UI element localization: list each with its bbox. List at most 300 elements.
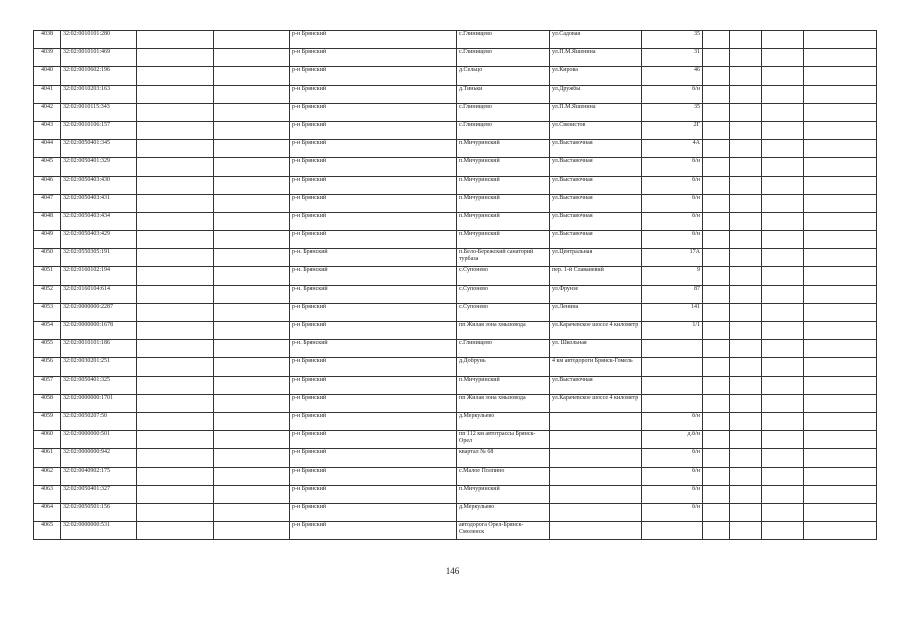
empty-cell-cell bbox=[703, 358, 730, 376]
empty-cell-cell bbox=[730, 285, 762, 303]
district-cell: р-н Брянский bbox=[290, 322, 457, 340]
table-row bbox=[34, 485, 877, 503]
empty-cell-cell bbox=[137, 31, 214, 49]
district-cell: р-н Брянский bbox=[290, 158, 457, 176]
empty-cell-cell bbox=[804, 412, 877, 430]
table-row bbox=[34, 49, 877, 67]
empty-cell-cell bbox=[804, 394, 877, 412]
settlement-cell: п.Мичуринский bbox=[457, 485, 550, 503]
row-number-cell: 4054 bbox=[34, 322, 61, 340]
empty-cell-cell bbox=[762, 522, 804, 540]
house-number-cell: 1/1 bbox=[642, 322, 703, 340]
cadastral-number-cell: 32:02:0550305:191 bbox=[61, 249, 137, 267]
street-cell bbox=[550, 412, 642, 430]
empty-cell-cell bbox=[762, 285, 804, 303]
empty-cell-cell bbox=[730, 31, 762, 49]
house-number-cell: б/н bbox=[642, 231, 703, 249]
empty-cell-cell bbox=[804, 503, 877, 521]
district-cell: р-н Брянский bbox=[290, 412, 457, 430]
empty-cell-cell bbox=[762, 394, 804, 412]
empty-cell-cell bbox=[730, 267, 762, 285]
street-cell: ул.Выставочная bbox=[550, 140, 642, 158]
house-number-cell bbox=[642, 522, 703, 540]
empty-cell-cell bbox=[703, 267, 730, 285]
table-row bbox=[34, 358, 877, 376]
empty-cell-cell bbox=[214, 212, 290, 230]
table-row bbox=[34, 431, 877, 449]
empty-cell-cell bbox=[137, 194, 214, 212]
street-cell: ул.Кирова bbox=[550, 67, 642, 85]
row-number-cell: 4040 bbox=[34, 67, 61, 85]
table-row bbox=[34, 249, 877, 267]
empty-cell-cell bbox=[214, 85, 290, 103]
row-number-cell: 4058 bbox=[34, 394, 61, 412]
empty-cell-cell bbox=[762, 212, 804, 230]
cadastral-number-cell: 32:02:0050401:327 bbox=[61, 485, 137, 503]
empty-cell-cell bbox=[214, 376, 290, 394]
empty-cell-cell bbox=[804, 231, 877, 249]
cadastral-number-cell: 32:02:0000000:501 bbox=[61, 431, 137, 449]
empty-cell-cell bbox=[730, 103, 762, 121]
empty-cell-cell bbox=[137, 103, 214, 121]
empty-cell-cell bbox=[703, 467, 730, 485]
cadastral-number-cell: 32:02:0050403:429 bbox=[61, 231, 137, 249]
row-number-cell: 4060 bbox=[34, 431, 61, 449]
table-row bbox=[34, 285, 877, 303]
house-number-cell: 35 bbox=[642, 31, 703, 49]
street-cell: ул.Выставочная bbox=[550, 194, 642, 212]
empty-cell-cell bbox=[703, 121, 730, 139]
empty-cell-cell bbox=[730, 121, 762, 139]
house-number-cell: б/н bbox=[642, 449, 703, 467]
empty-cell-cell bbox=[804, 267, 877, 285]
cadastral-number-cell: 32:02:0160102:194 bbox=[61, 267, 137, 285]
street-cell bbox=[550, 522, 642, 540]
row-number-cell: 4065 bbox=[34, 522, 61, 540]
empty-cell-cell bbox=[730, 176, 762, 194]
row-number-cell: 4048 bbox=[34, 212, 61, 230]
house-number-cell: б/н bbox=[642, 176, 703, 194]
cadastral-number-cell: 32:02:0050401:329 bbox=[61, 158, 137, 176]
settlement-cell: с.Супонево bbox=[457, 267, 550, 285]
settlement-cell: п.Мичуринский bbox=[457, 376, 550, 394]
street-cell: ул.Карачевское шоссе 4 километр bbox=[550, 322, 642, 340]
district-cell: р-н Брянский bbox=[290, 31, 457, 49]
house-number-cell: 87 bbox=[642, 285, 703, 303]
table-row bbox=[34, 31, 877, 49]
empty-cell-cell bbox=[730, 303, 762, 321]
empty-cell-cell bbox=[762, 431, 804, 449]
empty-cell-cell bbox=[214, 249, 290, 267]
house-number-cell: б/н bbox=[642, 467, 703, 485]
empty-cell-cell bbox=[214, 176, 290, 194]
empty-cell-cell bbox=[703, 176, 730, 194]
district-cell: р-н Брянский bbox=[290, 231, 457, 249]
row-number-cell: 4043 bbox=[34, 121, 61, 139]
settlement-cell: д.Тиньки bbox=[457, 85, 550, 103]
empty-cell-cell bbox=[730, 431, 762, 449]
house-number-cell: 141 bbox=[642, 303, 703, 321]
empty-cell-cell bbox=[137, 67, 214, 85]
empty-cell-cell bbox=[762, 31, 804, 49]
row-number-cell: 4044 bbox=[34, 140, 61, 158]
cadastral-number-cell: 32:02:0010101:186 bbox=[61, 340, 137, 358]
house-number-cell: б/н bbox=[642, 194, 703, 212]
house-number-cell: б/н bbox=[642, 412, 703, 430]
street-cell: ул.Ленина bbox=[550, 303, 642, 321]
cadastral-number-cell: 32:02:0010106:157 bbox=[61, 121, 137, 139]
empty-cell-cell bbox=[804, 158, 877, 176]
row-number-cell: 4047 bbox=[34, 194, 61, 212]
settlement-cell: пп 112 км автотрассы Брянск-Орел bbox=[457, 431, 550, 449]
empty-cell-cell bbox=[137, 467, 214, 485]
empty-cell-cell bbox=[137, 85, 214, 103]
empty-cell-cell bbox=[804, 85, 877, 103]
district-cell: р-н Брянский bbox=[290, 503, 457, 521]
empty-cell-cell bbox=[703, 522, 730, 540]
street-cell bbox=[550, 449, 642, 467]
cadastral-number-cell: 32:02:0050401:325 bbox=[61, 376, 137, 394]
settlement-cell: пп Жилая зона хмызовода bbox=[457, 394, 550, 412]
empty-cell-cell bbox=[762, 194, 804, 212]
empty-cell-cell bbox=[703, 67, 730, 85]
empty-cell-cell bbox=[703, 158, 730, 176]
settlement-cell: квартал № 68 bbox=[457, 449, 550, 467]
settlement-cell: с.Глинищево bbox=[457, 121, 550, 139]
empty-cell-cell bbox=[703, 376, 730, 394]
empty-cell-cell bbox=[214, 340, 290, 358]
empty-cell-cell bbox=[730, 194, 762, 212]
district-cell: р-н. Брянский bbox=[290, 285, 457, 303]
row-number-cell: 4049 bbox=[34, 231, 61, 249]
empty-cell-cell bbox=[762, 158, 804, 176]
empty-cell-cell bbox=[762, 176, 804, 194]
district-cell: р-н Брянский bbox=[290, 212, 457, 230]
settlement-cell: п.Мичуринский bbox=[457, 158, 550, 176]
cadastral-number-cell: 32:02:0000000:1701 bbox=[61, 394, 137, 412]
empty-cell-cell bbox=[214, 467, 290, 485]
district-cell: р-н Брянский bbox=[290, 121, 457, 139]
empty-cell-cell bbox=[703, 140, 730, 158]
table-row bbox=[34, 303, 877, 321]
street-cell bbox=[550, 485, 642, 503]
empty-cell-cell bbox=[762, 376, 804, 394]
empty-cell-cell bbox=[730, 231, 762, 249]
settlement-cell: д.Сельцо bbox=[457, 67, 550, 85]
table-row bbox=[34, 467, 877, 485]
empty-cell-cell bbox=[137, 340, 214, 358]
empty-cell-cell bbox=[703, 31, 730, 49]
empty-cell-cell bbox=[137, 49, 214, 67]
settlement-cell: с.Супонево bbox=[457, 303, 550, 321]
empty-cell-cell bbox=[730, 340, 762, 358]
empty-cell-cell bbox=[703, 212, 730, 230]
row-number-cell: 4059 bbox=[34, 412, 61, 430]
empty-cell-cell bbox=[703, 412, 730, 430]
street-cell: ул.Дружбы bbox=[550, 85, 642, 103]
table-row bbox=[34, 267, 877, 285]
register-table bbox=[33, 30, 877, 540]
empty-cell-cell bbox=[137, 303, 214, 321]
empty-cell-cell bbox=[730, 85, 762, 103]
row-number-cell: 4041 bbox=[34, 85, 61, 103]
settlement-cell: с.Супонево bbox=[457, 285, 550, 303]
empty-cell-cell bbox=[703, 249, 730, 267]
empty-cell-cell bbox=[214, 194, 290, 212]
empty-cell-cell bbox=[762, 322, 804, 340]
row-number-cell: 4052 bbox=[34, 285, 61, 303]
empty-cell-cell bbox=[804, 121, 877, 139]
empty-cell-cell bbox=[137, 249, 214, 267]
street-cell: ул.Выставочная bbox=[550, 376, 642, 394]
table-row bbox=[34, 503, 877, 521]
empty-cell-cell bbox=[762, 249, 804, 267]
district-cell: р-н Брянский bbox=[290, 394, 457, 412]
empty-cell-cell bbox=[703, 285, 730, 303]
empty-cell-cell bbox=[214, 503, 290, 521]
table-row bbox=[34, 412, 877, 430]
cadastral-number-cell: 32:02:0000000:942 bbox=[61, 449, 137, 467]
street-cell: ул.П.М.Яшенина bbox=[550, 103, 642, 121]
house-number-cell bbox=[642, 340, 703, 358]
empty-cell-cell bbox=[703, 485, 730, 503]
empty-cell-cell bbox=[137, 121, 214, 139]
street-cell: ул.Выставочная bbox=[550, 158, 642, 176]
district-cell: р-н Брянский bbox=[290, 449, 457, 467]
row-number-cell: 4038 bbox=[34, 31, 61, 49]
page-number: 146 bbox=[445, 566, 460, 576]
empty-cell-cell bbox=[214, 267, 290, 285]
cadastral-number-cell: 32:02:0000000:531 bbox=[61, 522, 137, 540]
empty-cell-cell bbox=[730, 140, 762, 158]
empty-cell-cell bbox=[214, 140, 290, 158]
street-cell: ул.Выставочная bbox=[550, 176, 642, 194]
empty-cell-cell bbox=[762, 103, 804, 121]
empty-cell-cell bbox=[730, 467, 762, 485]
house-number-cell: б/н bbox=[642, 212, 703, 230]
empty-cell-cell bbox=[804, 194, 877, 212]
cadastral-number-cell: 32:02:0050403:434 bbox=[61, 212, 137, 230]
empty-cell-cell bbox=[214, 322, 290, 340]
district-cell: р-н Брянский bbox=[290, 467, 457, 485]
empty-cell-cell bbox=[762, 121, 804, 139]
row-number-cell: 4053 bbox=[34, 303, 61, 321]
empty-cell-cell bbox=[214, 431, 290, 449]
settlement-cell: п.Бело-Бережский санаторий турбаза bbox=[457, 249, 550, 267]
house-number-cell: 46 bbox=[642, 67, 703, 85]
settlement-cell: пп Жилая зона хмызовода bbox=[457, 322, 550, 340]
row-number-cell: 4064 bbox=[34, 503, 61, 521]
cadastral-number-cell: 32:02:0000000:2287 bbox=[61, 303, 137, 321]
empty-cell-cell bbox=[703, 103, 730, 121]
row-number-cell: 4057 bbox=[34, 376, 61, 394]
empty-cell-cell bbox=[137, 503, 214, 521]
empty-cell-cell bbox=[214, 303, 290, 321]
empty-cell-cell bbox=[703, 449, 730, 467]
empty-cell-cell bbox=[762, 267, 804, 285]
settlement-cell: с.Малое Полпино bbox=[457, 467, 550, 485]
empty-cell-cell bbox=[137, 231, 214, 249]
empty-cell-cell bbox=[703, 303, 730, 321]
empty-cell-cell bbox=[214, 285, 290, 303]
house-number-cell bbox=[642, 394, 703, 412]
house-number-cell: 2Г bbox=[642, 121, 703, 139]
empty-cell-cell bbox=[703, 231, 730, 249]
street-cell bbox=[550, 431, 642, 449]
empty-cell-cell bbox=[730, 158, 762, 176]
empty-cell-cell bbox=[137, 176, 214, 194]
empty-cell-cell bbox=[703, 194, 730, 212]
empty-cell-cell bbox=[730, 322, 762, 340]
row-number-cell: 4042 bbox=[34, 103, 61, 121]
empty-cell-cell bbox=[137, 376, 214, 394]
empty-cell-cell bbox=[137, 449, 214, 467]
settlement-cell: д.Меркульево bbox=[457, 412, 550, 430]
empty-cell-cell bbox=[703, 340, 730, 358]
empty-cell-cell bbox=[804, 467, 877, 485]
empty-cell-cell bbox=[214, 158, 290, 176]
district-cell: р-н Брянский bbox=[290, 176, 457, 194]
empty-cell-cell bbox=[804, 140, 877, 158]
empty-cell-cell bbox=[804, 449, 877, 467]
empty-cell-cell bbox=[804, 340, 877, 358]
empty-cell-cell bbox=[137, 212, 214, 230]
cadastral-number-cell: 32:02:0050207:50 bbox=[61, 412, 137, 430]
empty-cell-cell bbox=[214, 485, 290, 503]
row-number-cell: 4055 bbox=[34, 340, 61, 358]
district-cell: р-н. Брянский bbox=[290, 340, 457, 358]
table-row bbox=[34, 340, 877, 358]
empty-cell-cell bbox=[137, 285, 214, 303]
empty-cell-cell bbox=[804, 249, 877, 267]
empty-cell-cell bbox=[762, 49, 804, 67]
settlement-cell: п.Мичуринский bbox=[457, 194, 550, 212]
empty-cell-cell bbox=[804, 522, 877, 540]
empty-cell-cell bbox=[730, 49, 762, 67]
empty-cell-cell bbox=[214, 449, 290, 467]
empty-cell-cell bbox=[804, 303, 877, 321]
empty-cell-cell bbox=[137, 140, 214, 158]
empty-cell-cell bbox=[730, 522, 762, 540]
district-cell: р-н Брянский bbox=[290, 67, 457, 85]
cadastral-number-cell: 32:02:0010602:196 bbox=[61, 67, 137, 85]
empty-cell-cell bbox=[730, 376, 762, 394]
empty-cell-cell bbox=[762, 467, 804, 485]
street-cell: ул.Карачевское шоссе 4 километр bbox=[550, 394, 642, 412]
empty-cell-cell bbox=[762, 503, 804, 521]
empty-cell-cell bbox=[730, 449, 762, 467]
table-row bbox=[34, 212, 877, 230]
street-cell: 4 км автодороги Брянск-Гомель bbox=[550, 358, 642, 376]
empty-cell-cell bbox=[214, 67, 290, 85]
street-cell bbox=[550, 503, 642, 521]
district-cell: р-н. Брянский bbox=[290, 267, 457, 285]
street-cell: ул.Выставочная bbox=[550, 231, 642, 249]
settlement-cell: с.Глинищево bbox=[457, 340, 550, 358]
empty-cell-cell bbox=[804, 212, 877, 230]
table-row bbox=[34, 85, 877, 103]
cadastral-number-cell: 32:02:0010203:163 bbox=[61, 85, 137, 103]
cadastral-number-cell: 32:02:0010101:469 bbox=[61, 49, 137, 67]
cadastral-number-cell: 32:02:0000000:1678 bbox=[61, 322, 137, 340]
empty-cell-cell bbox=[762, 85, 804, 103]
cadastral-number-cell: 32:02:0010101:280 bbox=[61, 31, 137, 49]
house-number-cell: б/н bbox=[642, 85, 703, 103]
empty-cell-cell bbox=[137, 431, 214, 449]
street-cell: ул.Связистов bbox=[550, 121, 642, 139]
settlement-cell: д.Меркульево bbox=[457, 503, 550, 521]
cadastral-number-cell: 32:02:0160104:614 bbox=[61, 285, 137, 303]
empty-cell-cell bbox=[804, 49, 877, 67]
row-number-cell: 4051 bbox=[34, 267, 61, 285]
table-row bbox=[34, 322, 877, 340]
empty-cell-cell bbox=[137, 522, 214, 540]
settlement-cell: п.Мичуринский bbox=[457, 140, 550, 158]
empty-cell-cell bbox=[703, 85, 730, 103]
empty-cell-cell bbox=[730, 412, 762, 430]
house-number-cell: б/н bbox=[642, 503, 703, 521]
settlement-cell: п.Мичуринский bbox=[457, 176, 550, 194]
empty-cell-cell bbox=[762, 231, 804, 249]
street-cell: пер. 1-й Славаневий bbox=[550, 267, 642, 285]
empty-cell-cell bbox=[762, 303, 804, 321]
street-cell bbox=[550, 467, 642, 485]
house-number-cell bbox=[642, 358, 703, 376]
empty-cell-cell bbox=[730, 358, 762, 376]
district-cell: р-н Брянский bbox=[290, 431, 457, 449]
empty-cell-cell bbox=[762, 412, 804, 430]
empty-cell-cell bbox=[214, 394, 290, 412]
empty-cell-cell bbox=[730, 394, 762, 412]
empty-cell-cell bbox=[804, 67, 877, 85]
table-body bbox=[34, 31, 877, 540]
house-number-cell: 31 bbox=[642, 49, 703, 67]
row-number-cell: 4056 bbox=[34, 358, 61, 376]
row-number-cell: 4045 bbox=[34, 158, 61, 176]
empty-cell-cell bbox=[730, 67, 762, 85]
district-cell: р-н Брянский bbox=[290, 103, 457, 121]
empty-cell-cell bbox=[762, 67, 804, 85]
district-cell: р-н Брянский bbox=[290, 85, 457, 103]
row-number-cell: 4050 bbox=[34, 249, 61, 267]
street-cell: ул.Садовая bbox=[550, 31, 642, 49]
district-cell: р-н Брянский bbox=[290, 485, 457, 503]
house-number-cell: 9 bbox=[642, 267, 703, 285]
street-cell: ул.Фрунзе bbox=[550, 285, 642, 303]
street-cell: ул. Школьная bbox=[550, 340, 642, 358]
district-cell: р-н Брянский bbox=[290, 140, 457, 158]
empty-cell-cell bbox=[804, 285, 877, 303]
district-cell: р-н Брянский bbox=[290, 49, 457, 67]
settlement-cell: с.Глинищево bbox=[457, 103, 550, 121]
table-row bbox=[34, 522, 877, 540]
district-cell: р-н Брянский bbox=[290, 376, 457, 394]
street-cell: ул.Центральная bbox=[550, 249, 642, 267]
empty-cell-cell bbox=[137, 394, 214, 412]
table-row bbox=[34, 158, 877, 176]
row-number-cell: 4039 bbox=[34, 49, 61, 67]
street-cell: ул.П.М.Яшенина bbox=[550, 49, 642, 67]
empty-cell-cell bbox=[804, 322, 877, 340]
settlement-cell: с.Глинищево bbox=[457, 31, 550, 49]
empty-cell-cell bbox=[730, 485, 762, 503]
row-number-cell: 4061 bbox=[34, 449, 61, 467]
cadastral-number-cell: 32:02:0030201:251 bbox=[61, 358, 137, 376]
empty-cell-cell bbox=[214, 522, 290, 540]
table-row bbox=[34, 194, 877, 212]
street-cell: ул.Выставочная bbox=[550, 212, 642, 230]
district-cell: р-н. Брянский bbox=[290, 249, 457, 267]
